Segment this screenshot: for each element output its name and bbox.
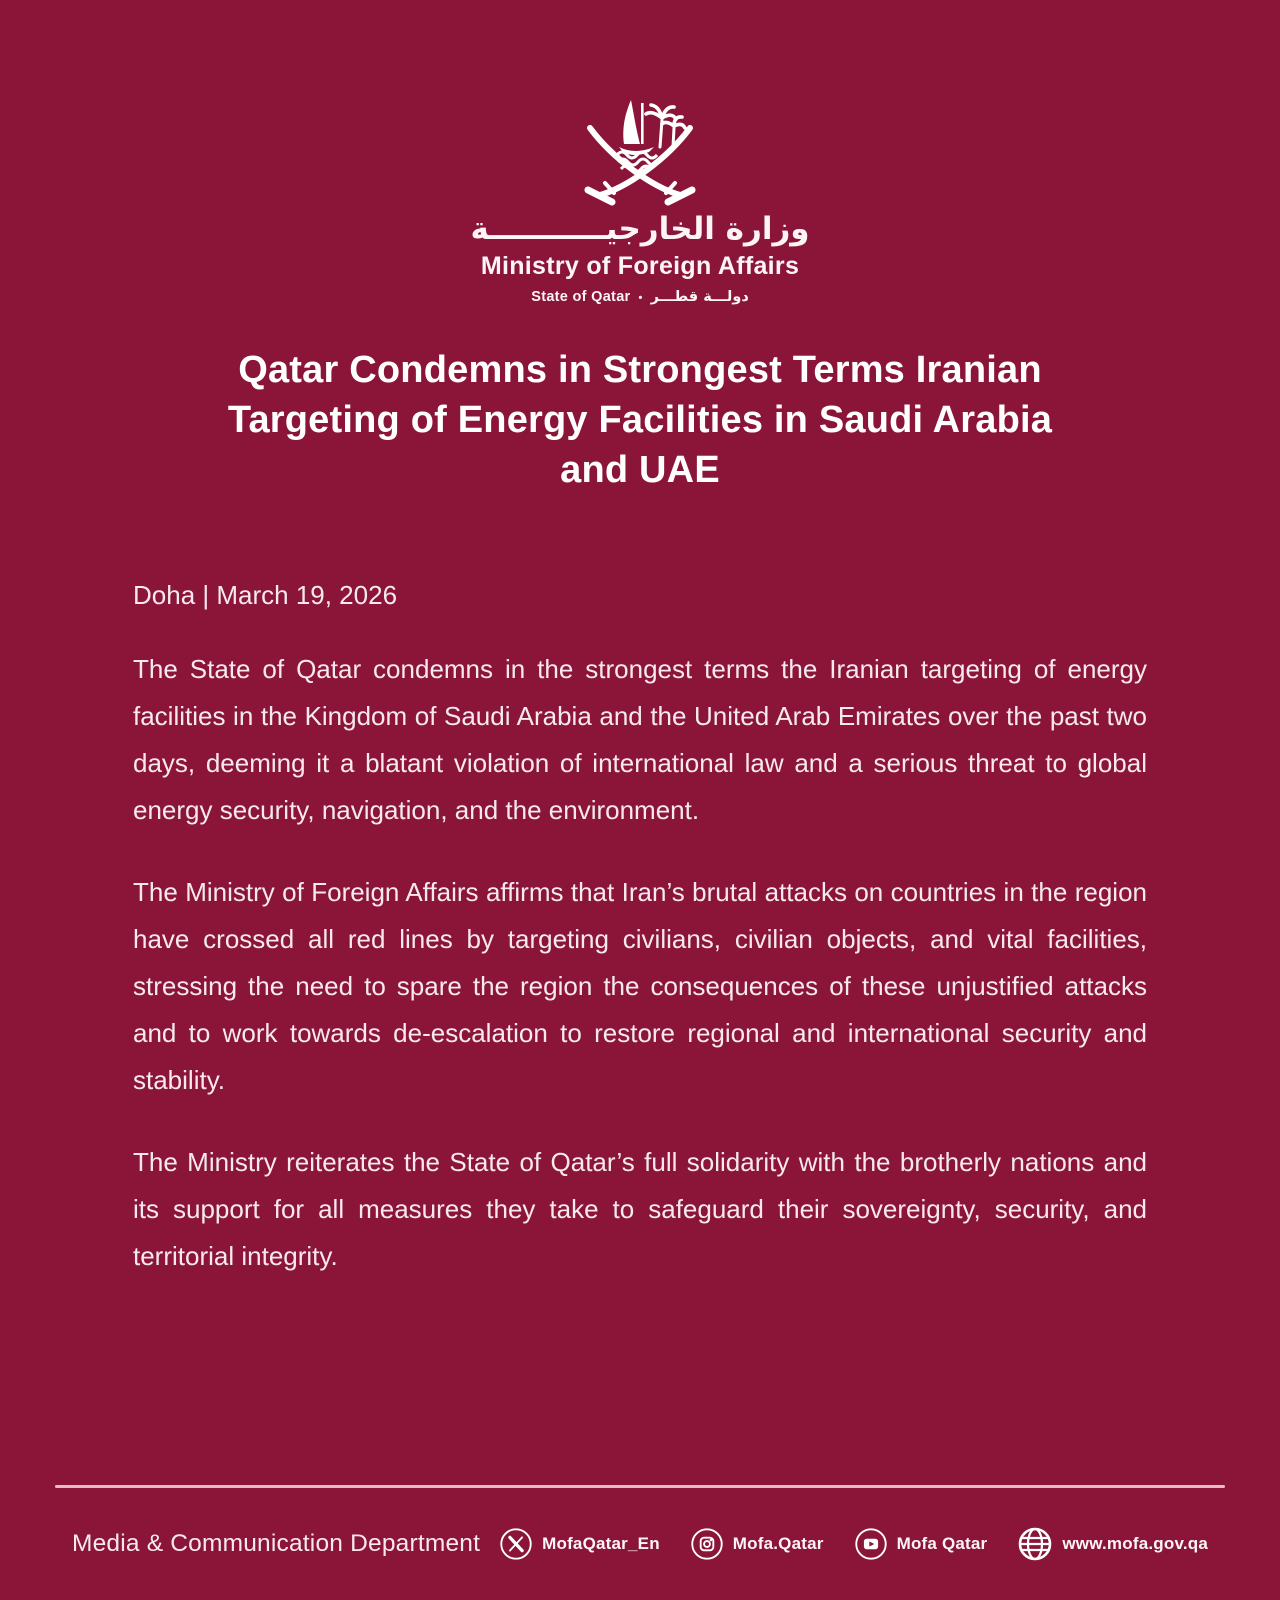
statement-title (135, 345, 1145, 495)
paragraph-1: The State of Qatar condemns in the strongest terms the Iranian targeting of energy facilities in the Kingdom of Saudi Arabia and the United Arab Emirates over the past two days, deeming it a blatant violation of international law and a serious threat to global energy security, navigation, and the environment. (133, 653, 1147, 825)
state-of-qatar-line (0, 289, 1280, 305)
ministry-name-english: Ministry of Foreign Affairs (480, 251, 800, 280)
social-instagram-handle: Mofa.Qatar (732, 1534, 824, 1553)
qatar-emblem-icon (574, 92, 706, 206)
state-english: State of Qatar (531, 288, 631, 305)
social-links (499, 1526, 1208, 1562)
title-line-3: and UAE (560, 448, 720, 491)
title-line-1: Qatar Condemns in Strongest Terms Iranian (238, 348, 1042, 391)
youtube-icon (854, 1527, 888, 1561)
footer (0, 1485, 1280, 1600)
social-website-url: www.mofa.gov.qa (1062, 1534, 1208, 1553)
paragraph-3: The Ministry reiterates the State of Qatar’s full solidarity with the brotherly nations and its support for all measures they take to safeguard their sovereignty, security, and territorial integrity. (133, 1146, 1147, 1271)
state-separator-dot: • (638, 291, 643, 304)
paragraph-2: The Ministry of Foreign Affairs affirms that Iran’s brutal attacks on countries in the region have crossed all red lines by targeting civilians, civilian objects, and vital facilities, stressing the need to spare the region the consequences of these unjustified attacks and to work towards de-escalation to restore regional and international security and stability. (133, 876, 1147, 1095)
social-x-twitter[interactable] (499, 1527, 660, 1561)
state-arabic: دولـــة قطـــر (650, 288, 749, 305)
ministry-name-arabic: وزارة الخارجيـــــــــــة (470, 211, 810, 247)
dateline: Doha | March 19, 2026 (133, 579, 398, 610)
social-youtube[interactable] (854, 1527, 988, 1561)
social-instagram[interactable] (690, 1527, 824, 1561)
footer-divider (55, 1485, 1225, 1488)
social-website[interactable] (1017, 1526, 1208, 1562)
brand-header (0, 0, 1280, 305)
social-youtube-handle: Mofa Qatar (896, 1534, 988, 1553)
social-x-handle: MofaQatar_En (542, 1534, 660, 1553)
x-twitter-icon (499, 1527, 533, 1561)
instagram-icon (690, 1527, 724, 1561)
statement-body (0, 579, 1280, 1280)
title-line-2: Targeting of Energy Facilities in Saudi Arabia (227, 398, 1053, 441)
globe-icon (1017, 1526, 1053, 1562)
department-label: Media & Communication Department (72, 1530, 481, 1557)
